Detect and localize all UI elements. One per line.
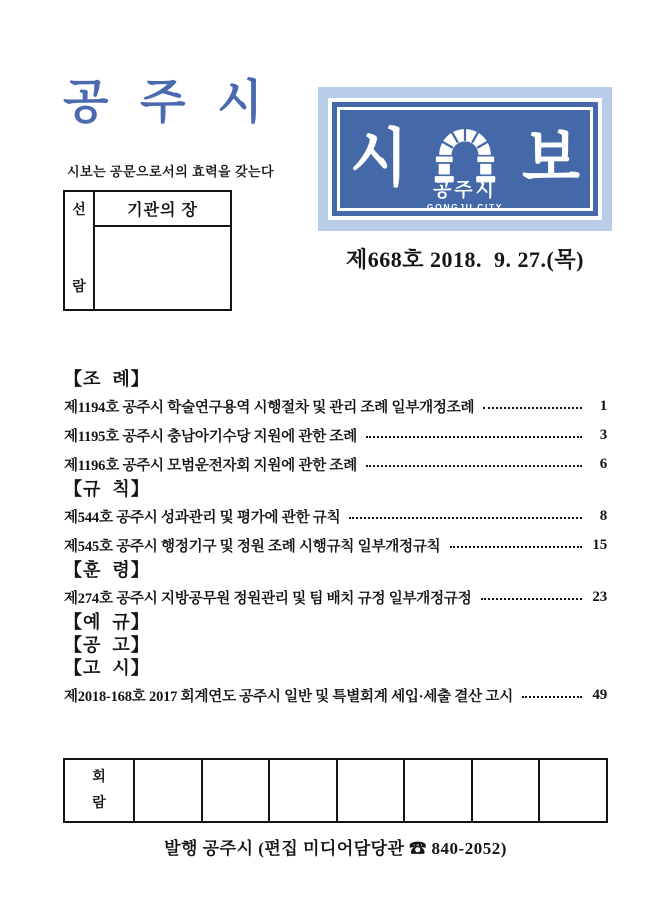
toc-item — [64, 681, 607, 710]
toc-item-page: 3 — [599, 427, 607, 443]
toc-item-page: 49 — [592, 687, 607, 703]
circulation-cell — [403, 760, 471, 821]
toc-section-header: 【조 례】 — [64, 369, 150, 389]
toc — [64, 369, 607, 710]
dotted-leader — [483, 407, 582, 409]
dotted-leader — [481, 598, 582, 600]
circulation-label — [65, 760, 133, 821]
sibo-logo-char-si: 시 — [350, 123, 408, 194]
toc-item-label: 제1195호 공주시 충남아기수당 지원에 관한 조례 — [64, 429, 358, 445]
sibo-logo-plate — [318, 87, 612, 231]
toc-section-header: 【규 칙】 — [64, 479, 150, 499]
bulletin-slogan: 시보는 공문으로서의 효력을 갖는다 — [67, 164, 275, 179]
circulation-box — [63, 758, 608, 823]
logo-city-name-korean: 공주시 — [432, 180, 498, 202]
toc-section-header: 【공 고】 — [64, 635, 150, 655]
toc-item-page: 23 — [592, 589, 607, 605]
sibo-logo-white-mat — [328, 98, 602, 220]
publisher-footer — [0, 834, 671, 859]
logo-city-name-english: GONGJU CITY — [426, 202, 504, 213]
circulation-cell — [133, 760, 201, 821]
toc-item-page: 6 — [599, 456, 607, 472]
toc-item-label: 제274호 공주시 지방공무원 정원관리 및 팀 배치 규정 일부개정규정 — [64, 591, 472, 607]
issue-number-date: 제668호 2018. 9. 27.(목) — [346, 247, 584, 272]
circulation-label-char: 람 — [92, 795, 106, 811]
circulation-cell — [471, 760, 539, 821]
toc-item — [64, 392, 607, 421]
toc-item-label: 제544호 공주시 성과관리 및 평가에 관한 규칙 — [64, 510, 341, 526]
dotted-leader — [366, 465, 582, 467]
circulation-cell — [268, 760, 336, 821]
dotted-leader — [522, 696, 582, 698]
toc-item-page: 1 — [599, 398, 607, 414]
sibo-logo-center — [427, 110, 503, 212]
circulation-cell — [336, 760, 404, 821]
publisher-text: 발행 공주시 (편집 미디어담당관 — [164, 839, 410, 858]
approval-box — [63, 190, 232, 311]
approval-box-header: 기관의 장 — [95, 192, 230, 227]
stone-arch-gate-icon — [431, 110, 499, 184]
city-title: 공 주 시 — [63, 77, 265, 129]
toc-item-page: 8 — [599, 508, 607, 524]
circulation-cell — [201, 760, 269, 821]
toc-item — [64, 450, 607, 479]
toc-item — [64, 531, 607, 560]
approval-box-signature-area — [95, 227, 230, 309]
toc-item-label: 제545호 공주시 행정기구 및 정원 조례 시행규칙 일부개정규칙 — [64, 539, 441, 555]
dotted-leader — [349, 517, 582, 519]
toc-item-page: 15 — [592, 537, 607, 553]
phone-icon: ☎ — [409, 839, 427, 858]
toc-item-label: 제2018-168호 2017 회계연도 공주시 일반 및 특별회계 세입·세출 결산 고시 — [64, 689, 514, 705]
toc-item — [64, 421, 607, 450]
circulation-label-char: 회 — [92, 770, 106, 786]
approval-box-side-label — [65, 192, 95, 309]
toc-item-label: 제1194호 공주시 학술연구용역 시행절차 및 관리 조례 일부개정조례 — [64, 400, 475, 416]
toc-section-header: 【예 규】 — [64, 612, 150, 632]
approval-side-char: 람 — [72, 280, 86, 295]
toc-item-label: 제1196호 공주시 모범운전자회 지원에 관한 조례 — [64, 458, 358, 474]
toc-section-header: 【고 시】 — [64, 658, 150, 678]
toc-item — [64, 583, 607, 612]
publisher-phone-number: 840-2052) — [426, 839, 507, 858]
approval-box-main — [95, 192, 230, 309]
circulation-cell — [538, 760, 606, 821]
sibo-logo-inner-frame — [337, 107, 593, 211]
approval-side-char: 선 — [72, 203, 86, 218]
sibo-logo-dark-panel — [332, 102, 598, 216]
toc-section-header: 【훈 령】 — [64, 560, 150, 580]
toc-item — [64, 502, 607, 531]
dotted-leader — [450, 546, 583, 548]
dotted-leader — [366, 436, 582, 438]
sibo-logo-char-bo: 보 — [522, 123, 580, 194]
